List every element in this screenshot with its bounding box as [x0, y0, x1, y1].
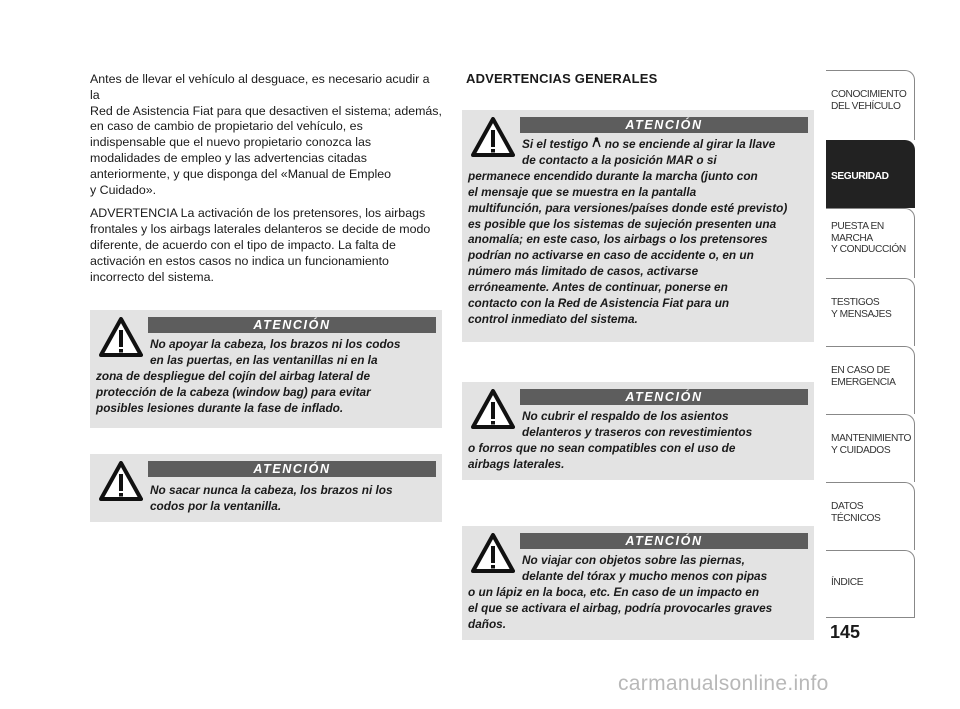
- page-number: 145: [830, 622, 861, 642]
- tab-mantenimiento[interactable]: MANTENIMIENTO Y CUIDADOS: [826, 414, 915, 482]
- tab-testigos[interactable]: TESTIGOS Y MENSAJES: [826, 278, 915, 346]
- warning-box-window: [90, 454, 442, 522]
- warning-box-indicator: [462, 110, 814, 342]
- section-title: ADVERTENCIAS GENERALES: [466, 71, 658, 86]
- warning-header: ATENCIÓN: [520, 389, 808, 405]
- tab-datos-tecnicos[interactable]: DATOS TÉCNICOS: [826, 482, 915, 550]
- warning-text: No apoyar la cabeza, los brazos ni los codos en las puertas, en las ventanillas ni en la zona de despliegue del cojín del airbag lateral de protección de la cabeza (window bag) para evitar posibles lesiones durante la fase de inflado.: [96, 337, 401, 415]
- watermark: carmanualsonline.info: [618, 672, 829, 695]
- warning-header: ATENCIÓN: [520, 533, 808, 549]
- warning-text: Si el testigo no se enciende al girar la llave de contacto a la posición MAR o si permanece encendido durante la marcha (junto con el mensaje que se muestra en la pantalla multifunción, para versiones/países donde esté previsto) es posible que los sistemas de sujeción presenten una anomalía; en este caso, los airbags o los pretensores podrían no activarse en caso de accidente o, en un número más limitado de casos, activarse erróneamente. Antes de continuar, ponerse en contacto con la Red de Asistencia Fiat para un control inmediato del sistema.: [468, 137, 788, 326]
- warning-text: No cubrir el respaldo de los asientos delanteros y traseros con revestimientos o forros que no sean compatibles con el uso de airbags laterales.: [468, 409, 753, 471]
- tab-conocimiento[interactable]: CONOCIMIENTO DEL VEHÍCULO: [826, 70, 915, 140]
- intro-paragraph-2: ADVERTENCIA La activación de los pretensores, los airbags frontales y los airbags laterales delanteros se decide de modo diferente, de acuerdo con el tipo de impacto. La falta de activación en estos casos no indica un funcionamiento incorrecto del sistema.: [90, 206, 431, 284]
- intro-text: [90, 72, 442, 293]
- tab-emergencia[interactable]: EN CASO DE EMERGENCIA: [826, 346, 915, 414]
- warning-text: No viajar con objetos sobre las piernas, delante del tórax y mucho menos con pipas o un lápiz en la boca, etc. En caso de un impacto en el que se activara el airbag, podría provocarles graves daños.: [468, 553, 773, 631]
- warning-header: ATENCIÓN: [520, 117, 808, 133]
- warning-header: ATENCIÓN: [148, 461, 436, 477]
- warning-text: No sacar nunca la cabeza, los brazos ni los codos por la ventanilla.: [150, 483, 393, 513]
- intro-paragraph-1: Antes de llevar el vehículo al desguace, es necesario acudir a la Red de Asistencia Fiat para que desactiven el sistema; además, en caso de cambio de propietario del vehículo, es indispensable que el nuevo propietario conozca las modalidades de empleo y las advertencias citadas anteriormente, y que disponga del «Manual de Empleo y Cuidado».: [90, 72, 442, 197]
- warning-box-seat-covers: [462, 382, 814, 480]
- warning-box-objects: [462, 526, 814, 640]
- tab-indice[interactable]: ÍNDICE: [826, 550, 915, 618]
- tab-seguridad[interactable]: SEGURIDAD: [826, 140, 915, 208]
- airbag-warning-icon: [592, 137, 602, 153]
- warning-header: ATENCIÓN: [148, 317, 436, 333]
- tab-puesta-en-marcha[interactable]: PUESTA EN MARCHA Y CONDUCCIÓN: [826, 208, 915, 278]
- warning-box-head-arms: [90, 310, 442, 428]
